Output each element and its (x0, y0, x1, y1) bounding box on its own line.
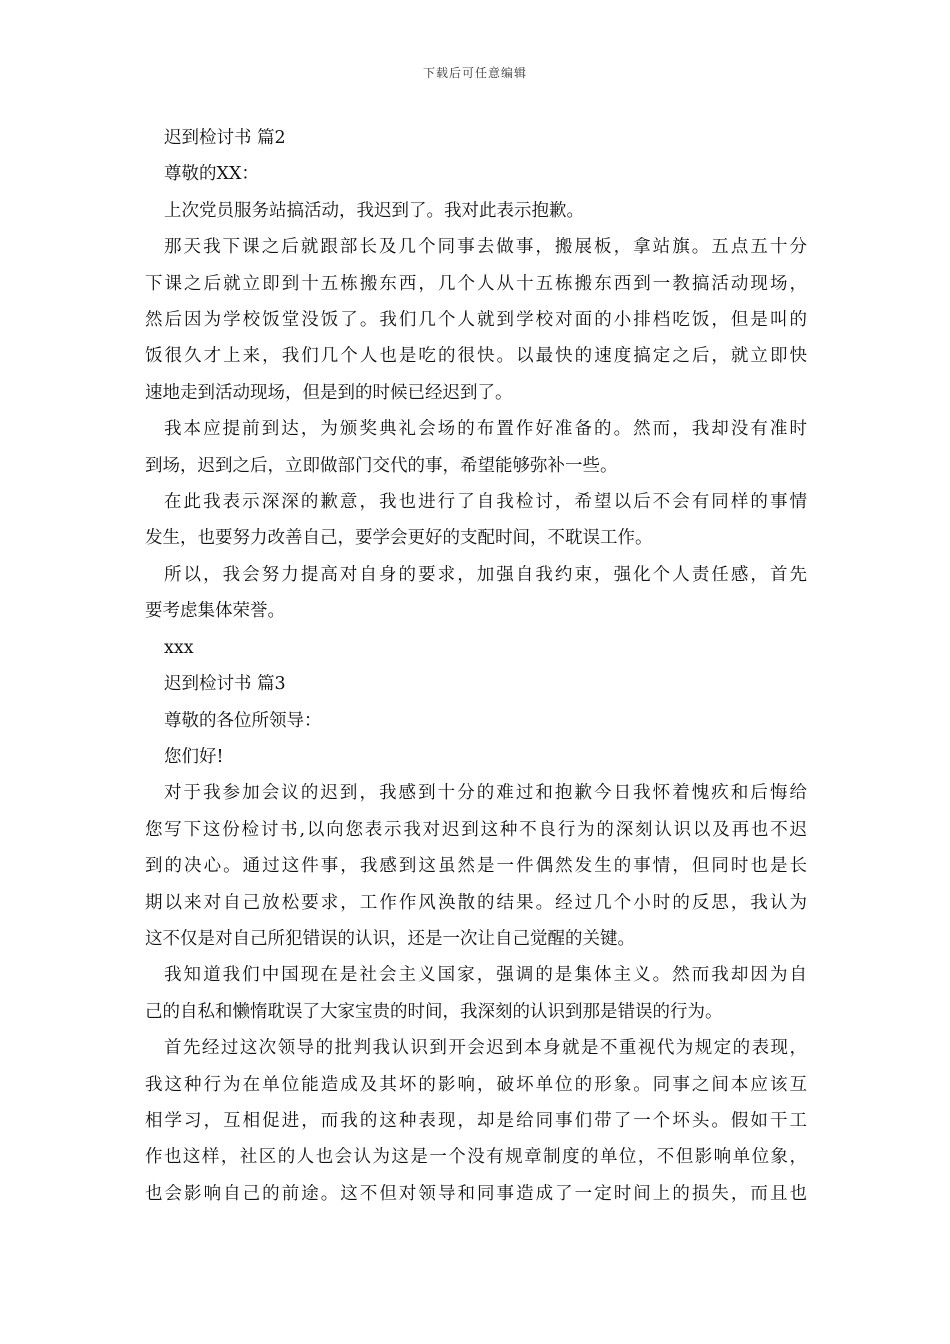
text-line: 发生，也要努力改善自己，要学会更好的支配时间，不耽误工作。 (145, 528, 653, 549)
text-line: 对于我参加会议的迟到，我感到十分的难过和抱歉今日我怀着愧疚和后悔给 (164, 783, 807, 804)
text-line: 尊敬的各位所领导： (164, 710, 322, 731)
text-line: 我本应提前到达，为颁奖典礼会场的布置作好准备的。然而，我却没有准时 (164, 419, 807, 440)
text-line: 下课之后就立即到十五栋搬东西，几个人从十五栋搬东西到一教搞活动现场， (145, 273, 807, 294)
text-line: 到的决心。通过这件事，我感到这虽然是一件偶然发生的事情，但同时也是长 (145, 856, 807, 877)
text-line: 我这种行为在单位能造成及其坏的影响，破坏单位的形象。同事之间本应该互 (145, 1074, 807, 1095)
text-line: xxx (164, 637, 194, 658)
text-line: 上次党员服务站搞活动，我迟到了。我对此表示抱歉。 (164, 200, 584, 221)
text-line: 期以来对自己放松要求，工作作风涣散的结果。经过几个小时的反思，我认为 (145, 892, 807, 913)
text-line: 那天我下课之后就跟部长及几个同事去做事，搬展板，拿站旗。五点五十分 (164, 237, 807, 258)
text-line: 我知道我们中国现在是社会主义国家，强调的是集体主义。然而我却因为自 (164, 965, 807, 986)
text-line: 这不仅是对自己所犯错误的认识，还是一次让自己觉醒的关键。 (145, 928, 635, 949)
text-line: 您们好! (164, 746, 224, 767)
text-line: 在此我表示深深的歉意，我也进行了自我检讨，希望以后不会有同样的事情 (164, 492, 807, 513)
text-line: 所以，我会努力提高对自身的要求，加强自我约束，强化个人责任感，首先 (164, 564, 807, 585)
text-line: 要考虑集体荣誉。 (145, 601, 285, 622)
text-line: 迟到检讨书 篇2 (164, 128, 286, 148)
text-line: 速地走到活动现场，但是到的时候已经迟到了。 (145, 382, 513, 403)
text-line: 己的自私和懒惰耽误了大家宝贵的时间，我深刻的认识到那是错误的行为。 (145, 1001, 723, 1022)
text-line: 迟到检讨书 篇3 (164, 674, 286, 695)
text-line: 尊敬的XX： (164, 164, 259, 185)
text-line: 作也这样，社区的人也会认为这是一个没有规章制度的单位，不但影响单位象， (145, 1147, 807, 1168)
document-body (145, 120, 807, 1212)
page-header: 下载后可任意编辑 (422, 66, 527, 80)
text-line: 也会影响自己的前途。这不但对领导和同事造成了一定时间上的损失，而且也 (145, 1183, 807, 1204)
text-line: 饭很久才上来，我们几个人也是吃的很快。以最快的速度搞定之后，就立即快 (145, 346, 807, 367)
text-line: 首先经过这次领导的批判我认识到开会迟到本身就是不重视代为规定的表现， (164, 1038, 807, 1059)
text-line: 您写下这份检讨书,以向您表示我对迟到这种不良行为的深刻认识以及再也不迟 (145, 819, 807, 840)
text-line: 然后因为学校饭堂没饭了。我们几个人就到学校对面的小排档吃饭，但是叫的 (145, 310, 807, 331)
text-line: 相学习，互相促进，而我的这种表现，却是给同事们带了一个坏头。假如干工 (145, 1110, 807, 1131)
text-line: 到场，迟到之后，立即做部门交代的事，希望能够弥补一些。 (145, 455, 618, 476)
